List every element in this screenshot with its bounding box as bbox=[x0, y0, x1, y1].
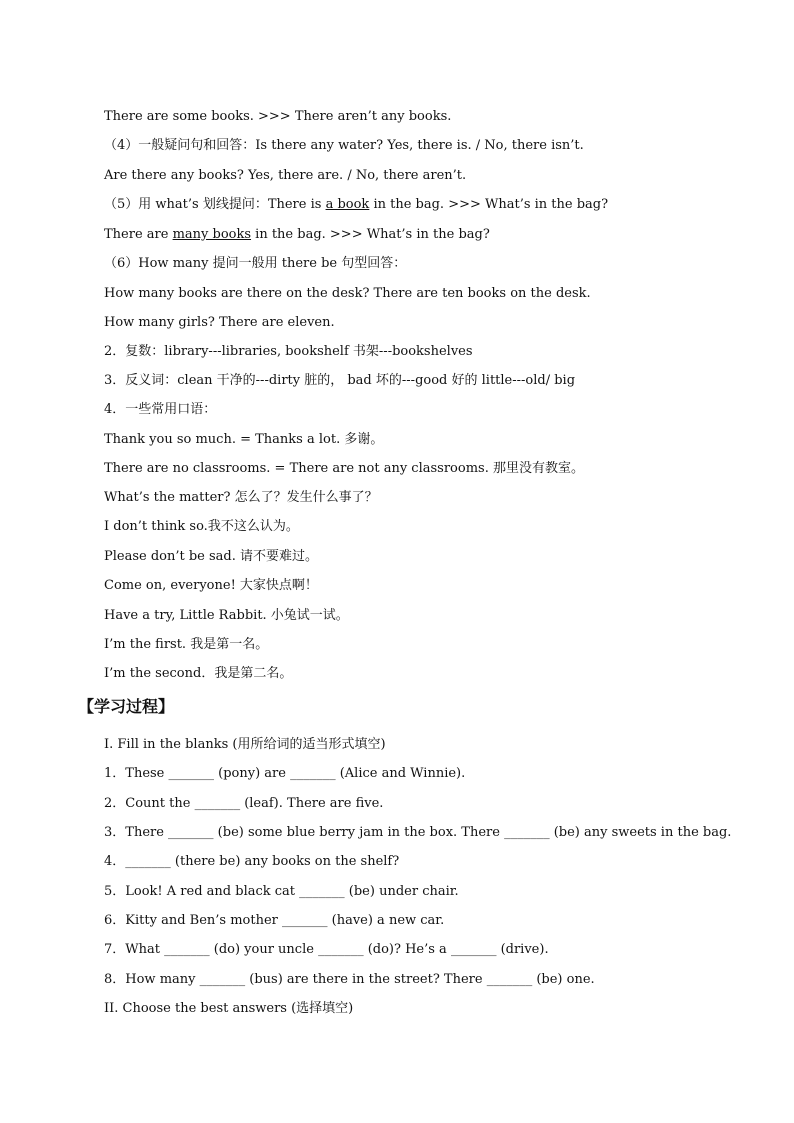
text-line: 3．反义词：clean 干净的---dirty 脏的， bad 坏的---good 好的 little---old/ big bbox=[104, 373, 576, 388]
text-segment: in the bag. >>> What’s in the bag? bbox=[251, 227, 490, 242]
text-line: Please don’t be sad. 请不要难过。 bbox=[104, 549, 319, 564]
exercise-item: 3．There _______ (be) some blue berry jam in the box. There _______ (be) any sweets in the bag. bbox=[104, 825, 732, 840]
text-line: I’m the first. 我是第一名。 bbox=[104, 637, 269, 652]
text-line: 4．一些常用口语： bbox=[104, 402, 217, 417]
text-segment: in the bag. >>> What’s in the bag? bbox=[369, 197, 609, 212]
text-line: （6）How many 提问一般用 there be 句型回答： bbox=[104, 256, 407, 271]
exercise-item: 5．Look! A red and black cat _______ (be) under chair. bbox=[104, 884, 459, 899]
exercise-item: 8．How many _______ (bus) are there in the street? There _______ (be) one. bbox=[104, 972, 595, 987]
exercise-item: 2．Count the _______ (leaf). There are five. bbox=[104, 796, 384, 811]
text-line: There are no classrooms. = There are not any classrooms. 那里没有教室。 bbox=[104, 461, 584, 476]
exercise-item: 1．These _______ (pony) are _______ (Alice and Winnie). bbox=[104, 766, 466, 781]
text-line-underlined-many-books bbox=[104, 226, 490, 244]
underlined-text: many books bbox=[172, 227, 252, 242]
text-line: What’s the matter? 怎么了？发生什么事了？ bbox=[104, 490, 378, 505]
text-line: Have a try, Little Rabbit. 小兔试一试。 bbox=[104, 608, 349, 623]
text-segment: （5）用 what’s 划线提问：There is bbox=[104, 197, 326, 212]
text-line: （4）一般疑问句和回答：Is there any water? Yes, there is. / No, there isn’t. bbox=[104, 138, 584, 153]
exercise-item: 6．Kitty and Ben’s mother _______ (have) a new car. bbox=[104, 913, 445, 928]
text-line: Are there any books? Yes, there are. / No, there aren’t. bbox=[104, 168, 467, 183]
text-line: How many books are there on the desk? There are ten books on the desk. bbox=[104, 286, 591, 301]
text-line: There are some books. >>> There aren’t any books. bbox=[104, 109, 452, 124]
text-segment: There are bbox=[104, 227, 173, 242]
text-line: I don’t think so.我不这么认为。 bbox=[104, 519, 299, 534]
section-heading: 【学习过程】 bbox=[78, 697, 175, 716]
text-line-underlined-a-book bbox=[104, 196, 608, 214]
exercise-item: 7．What _______ (do) your uncle _______ (do)? He’s a _______ (drive). bbox=[104, 942, 549, 957]
text-line: 2．复数：library---libraries, bookshelf 书架---bookshelves bbox=[104, 344, 473, 359]
text-line: I’m the second．我是第二名。 bbox=[104, 666, 293, 681]
text-line: Thank you so much. = Thanks a lot. 多谢。 bbox=[104, 432, 384, 447]
underlined-text: a book bbox=[325, 197, 370, 212]
text-line: Come on, everyone! 大家快点啊！ bbox=[104, 578, 318, 593]
exercise-title: I. Fill in the blanks (用所给词的适当形式填空) bbox=[104, 737, 386, 752]
exercise-item: 4．_______ (there be) any books on the shelf? bbox=[104, 854, 400, 869]
exercise-title: II. Choose the best answers (选择填空) bbox=[104, 1001, 354, 1016]
text-line: How many girls? There are eleven. bbox=[104, 315, 335, 330]
